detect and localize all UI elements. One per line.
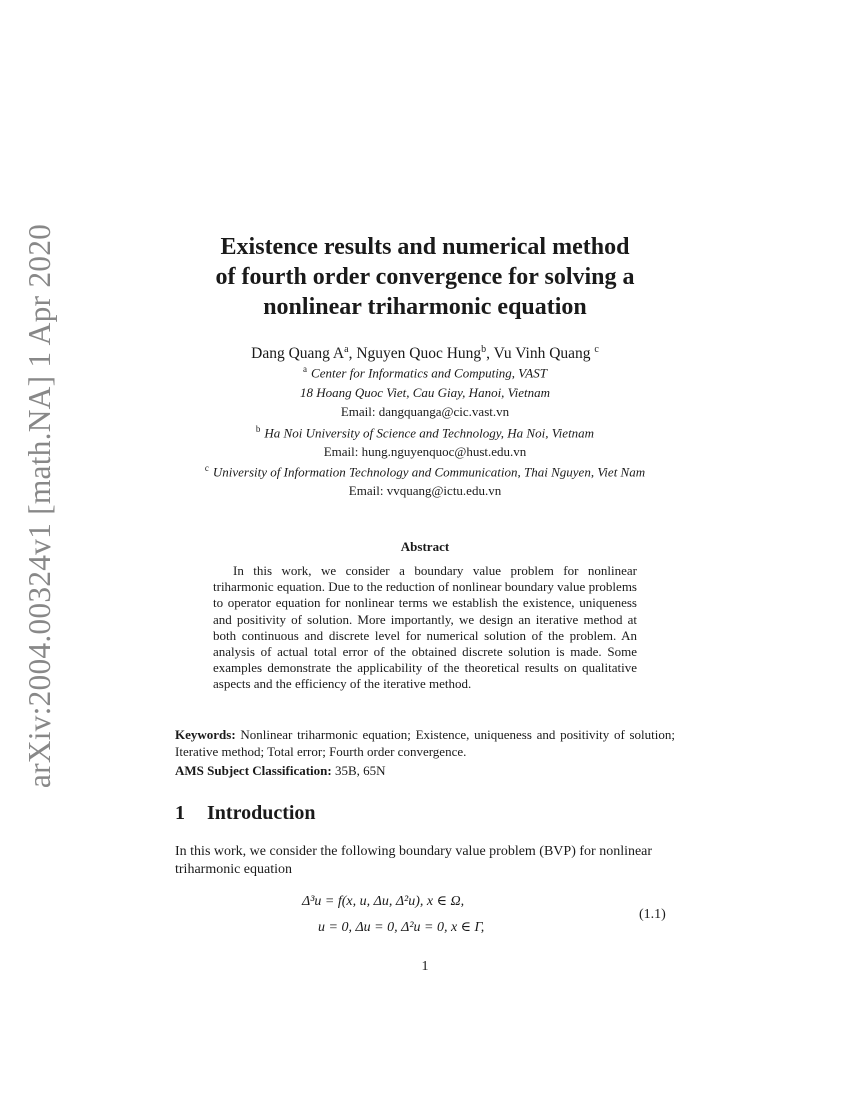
abstract-text: In this work, we consider a boundary value problem for nonlinear triharmonic equation. Due to the reduction of nonlinear boundary value problems to operator equation for nonlinear terms we establish the existence, uniqueness and positivity of solution. More importantly, we design an iterative method at both continuous and discrete level for numerical solution of the problem. An analysis of actual total error of the obtained discrete solution is made. Some examples demonstrate the applicability of the theoretical results on qualitative aspects and the efficiency of the iterative method. xyxy=(213,563,637,692)
affiliation-a-line2 xyxy=(120,385,730,401)
author-list: Dang Quang $A^a$, Nguyen Quoc Hung$^b$, Vu Vinh Quang $^c$ xyxy=(251,344,599,363)
affiliation-c-email: Email: vvquang@ictu.edu.vn xyxy=(348,483,502,498)
author-2: Nguyen Quoc Hung xyxy=(356,345,482,363)
author-1-sup: a xyxy=(344,344,349,355)
keywords-label: Keywords: xyxy=(175,727,236,742)
affiliation-a-name: Center for Informatics and Computing, VAST xyxy=(311,365,547,381)
section-heading xyxy=(175,802,316,825)
affiliation-b-sup: b xyxy=(255,424,261,434)
affiliation-c-line1 xyxy=(120,463,730,480)
keywords xyxy=(175,727,675,760)
keywords-text: Nonlinear triharmonic equation; Existence, uniqueness and positivity of solution; Iterative method; Total error; Fourth order convergence. xyxy=(175,727,676,759)
equation-line-2: u = 0, Δu = 0, Δ²u = 0, x ∈ Γ, xyxy=(318,920,485,935)
title-line-3: nonlinear triharmonic equation xyxy=(263,294,587,320)
affiliation-b-line1 xyxy=(120,424,730,441)
affiliation-a-email: Email: dangquanga@cic.vast.vn xyxy=(340,404,510,419)
arxiv-stamp-text: arXiv:2004.00324v1 [math.NA] 1 Apr 2020 xyxy=(22,223,58,788)
section-number: 1 xyxy=(175,802,185,824)
title-line-2: of fourth order convergence for solving a xyxy=(215,264,635,290)
affiliation-b-name: Ha Noi University of Science and Technology, Ha Noi, Vietnam xyxy=(264,425,595,441)
title-line-1: Existence results and numerical method xyxy=(220,234,630,260)
intro-paragraph: In this work, we consider the following boundary value problem (BVP) for nonlinear triharmonic equation xyxy=(175,844,653,877)
affiliation-a-address: 18 Hoang Quoc Viet, Cau Giay, Hanoi, Vietnam xyxy=(299,385,551,400)
section-title: Introduction xyxy=(207,802,316,824)
arxiv-stamp xyxy=(19,223,61,788)
affiliation-c-sup: c xyxy=(204,463,209,473)
ams-label: AMS Subject Classification: xyxy=(175,763,332,778)
author-3-sup: c xyxy=(594,344,599,355)
paper-title xyxy=(120,232,730,322)
equation-number: (1.1) xyxy=(639,907,666,922)
ams-classification xyxy=(175,763,386,779)
affiliation-a-line1 xyxy=(120,364,730,381)
affiliation-a-sup: a xyxy=(303,364,308,374)
author-3: Vu Vinh Quang xyxy=(493,345,591,363)
author-1: Dang Quang A xyxy=(251,345,345,363)
affiliation-c-name: University of Information Technology and Communication, Thai Nguyen, Viet Nam xyxy=(212,464,646,480)
affiliation-b-email: Email: hung.nguyenquoc@hust.edu.vn xyxy=(323,444,527,459)
page-number: 1 xyxy=(421,959,429,974)
abstract-heading: Abstract xyxy=(400,539,450,554)
equation-line-1: Δ³u = f(x, u, Δu, Δ²u), x ∈ Ω, xyxy=(302,894,465,909)
ams-text: 35B, 65N xyxy=(334,763,386,778)
author-2-sup: b xyxy=(481,344,487,355)
